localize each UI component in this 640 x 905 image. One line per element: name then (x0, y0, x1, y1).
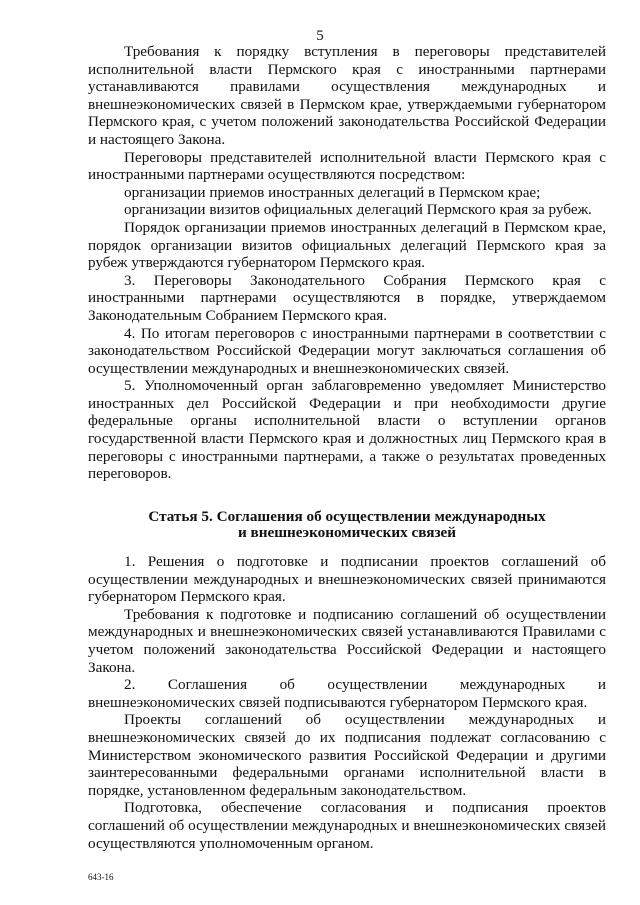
list-item: организации визитов официальных делегаций Пермского края за рубеж. (124, 201, 592, 219)
paragraph: Подготовка, обеспечение согласования и подписания проектов соглашений об осуществлении международных и внешнеэкономических связей осуществляются уполномоченным органом. (88, 799, 606, 852)
paragraph: 2. Соглашения об осуществлении международных и внешнеэкономических связей подписываются губернатором Пермского края. (88, 676, 606, 711)
article-4-continuation (88, 43, 606, 483)
paragraph: 5. Уполномоченный орган заблаговременно уведомляет Министерство иностранных дел Российской Федерации и при необходимости другие федеральные органы исполнительной власти о вступлении органов государственной власти Пермского края и должностных лиц Пермского края в переговоры с иностранными партнерами, а также о результатах проведенных переговоров. (88, 377, 606, 483)
list-item: организации приемов иностранных делегаций в Пермском крае; (124, 183, 541, 201)
paragraph: 1. Решения о подготовке и подписании проектов соглашений об осуществлении международных и внешнеэкономических связей принимаются губернатором Пермского края. (88, 553, 606, 606)
paragraph: Требования к подготовке и подписанию соглашений об осуществлении международных и внешнеэкономических связей устанавливаются Правилами с учетом положений законодательства Российской Федерации и настоящего Закона. (88, 605, 606, 676)
article-5-body (88, 553, 606, 852)
paragraph: Требования к порядку вступления в переговоры представителей исполнительной власти Пермского края с иностранными партнерами устанавливаются правилами осуществления международных и внешнеэкономических связей в Пермском крае, утверждаемыми губернатором Пермского края, с учетом положений законодательства Российской Федерации и настоящего Закона. (88, 43, 606, 148)
paragraph: Проекты соглашений об осуществлении международных и внешнеэкономических связей до их подписания подлежат согласованию с Министерством экономического развития Российской Федерации и другими заинтересованными федеральными органами исполнительной власти в порядке, установленном федеральным законодательством. (88, 711, 606, 799)
article-heading-line: Статья 5. Соглашения об осуществлении международных (148, 508, 546, 525)
article-5-heading (88, 509, 606, 541)
paragraph: Переговоры представителей исполнительной власти Пермского края с иностранными партнерами осуществляются посредством: (88, 148, 606, 184)
article-heading-line: и внешнеэкономических связей (237, 524, 457, 541)
paragraph: 3. Переговоры Законодательного Собрания Пермского края с иностранными партнерами осуществляются в порядке, утверждаемом Законодательным Собранием Пермского края. (88, 271, 606, 324)
document-code: 643-16 (88, 872, 114, 882)
paragraph: Порядок организации приемов иностранных делегаций в Пермском крае, порядок организации визитов официальных делегаций Пермского края за рубеж утверждаются губернатором Пермского края. (88, 218, 606, 272)
paragraph: 4. По итогам переговоров с иностранными партнерами в соответствии с законодательством Российской Федерации могут заключаться соглашения об осуществлении международных и внешнеэкономических связей. (88, 324, 606, 377)
page-number: 5 (316, 28, 324, 44)
